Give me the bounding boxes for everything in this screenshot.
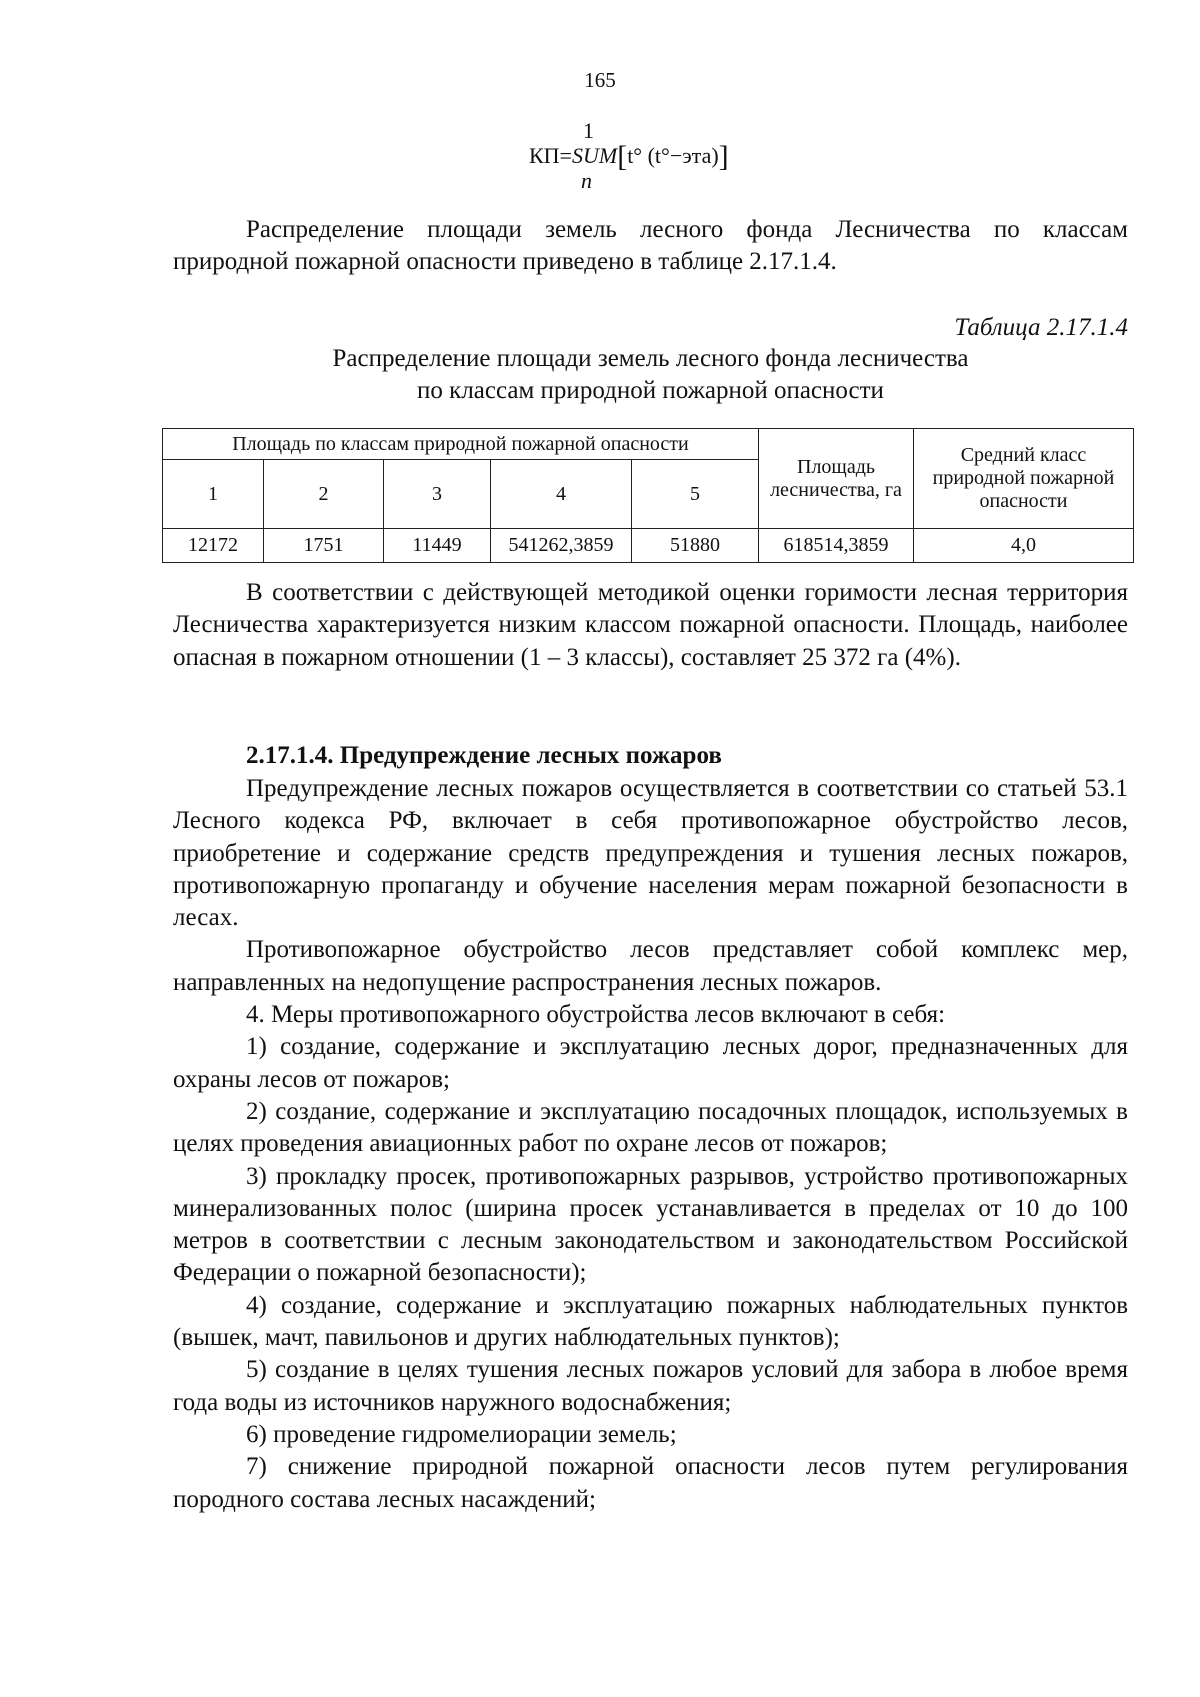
formula-function: SUM [571,143,618,168]
after-table-paragraph: В соответствии с действующей методикой оценки горимости лесная территория Лесничества характеризуется низким классом пожарной опасности. Площадь, наиболее опасная в пожарном отношении (1 – 3 классы), составляет 25 372 га (4%). [173,579,1128,671]
paragraph-7: 4) создание, содержание и эксплуатацию пожарных наблюдательных пунктов (вышек, мачт, павильонов и других наблюдательных пунктов); [173,1291,1128,1352]
class-header-4: 4 [491,460,632,529]
paragraph-5: 2) создание, содержание и эксплуатацию посадочных площадок, используемых в целях проведения авиационных работ по охране лесов от пожаров; [173,1097,1128,1158]
table-number: Таблица 2.17.1.4 [954,314,1128,341]
paragraph-3: 4. Меры противопожарного обустройства лесов включают в себя: [246,1001,946,1029]
body-text [173,773,1128,1516]
class-header-3: 3 [384,460,491,529]
cell-area: 618514,3859 [759,529,914,563]
table-title [173,343,1128,407]
cell-class-1: 12172 [163,529,264,563]
paragraph-10: 7) снижение природной пожарной опасности лесов путем регулирования породного состава лесных насаждений; [173,1453,1128,1513]
table-title-line1: Распределение площади земель лесного фонда лесничества [332,345,969,372]
area-header: Площадь лесничества, га [759,429,914,529]
cell-class-3: 11449 [384,529,491,563]
formula-denominator: n [581,168,592,193]
fire-class-table [162,428,1134,563]
cell-class-2: 1751 [264,529,384,563]
formula-numerator: 1 [583,118,594,143]
paragraph-8: 5) создание в целях тушения лесных пожаров условий для забора в любое время года воды из источников наружного водоснабжения; [173,1356,1128,1416]
after-table-block [173,577,1128,674]
formula-right-bracket: ] [718,140,729,173]
formula-main [529,142,729,172]
cell-class-5: 51880 [632,529,759,563]
paragraph-4: 1) создание, содержание и эксплуатацию лесных дорог, предназначенных для охраны лесов от пожаров; [173,1033,1128,1093]
section-heading: 2.17.1.4. Предупреждение лесных пожаров [246,742,722,769]
class-header-2: 2 [264,460,384,529]
cell-class-4: 541262,3859 [491,529,632,563]
avg-class-header: Средний класс природной пожарной опасности [914,429,1134,529]
group-header: Площадь по классам природной пожарной опасности [163,429,759,460]
cell-avg-class: 4,0 [914,529,1134,563]
intro-paragraph: Распределение площади земель лесного фонда Лесничества по классам природной пожарной опасности приведено в таблице 2.17.1.4. [173,216,1128,276]
paragraph-1: Предупреждение лесных пожаров осуществляется в соответствии со статьей 53.1 Лесного кодекса РФ, включает в себя противопожарное обустройство лесов, приобретение и содержание средств предупреждения и тушения лесных пожаров, противопожарную пропаганду и обучение населения мерам пожарной безопасности в лесах. [173,775,1128,932]
intro-block [173,214,1128,279]
formula [0,118,1200,193]
formula-left-bracket: [ [617,140,628,173]
paragraph-2: Противопожарное обустройство лесов представляет собой комплекс мер, направленных на недопущение распространения лесных пожаров. [173,936,1128,996]
formula-lhs: КП= [529,143,572,168]
class-header-5: 5 [632,460,759,529]
formula-body: t° (t°−эта) [627,143,719,168]
table-row [163,529,1134,563]
class-header-1: 1 [163,460,264,529]
paragraph-6: 3) прокладку просек, противопожарных разрывов, устройство противопожарных минерализованных полос (ширина просек устанавливается в пределах от 10 до 100 метров в соответствии с лесным законодательством и законодательством Российской Федерации о пожарной безопасности); [173,1162,1128,1287]
page-number: 165 [584,68,616,92]
paragraph-9: 6) проведение гидромелиорации земель; [246,1420,677,1448]
table-title-line2: по классам природной пожарной опасности [417,377,884,404]
